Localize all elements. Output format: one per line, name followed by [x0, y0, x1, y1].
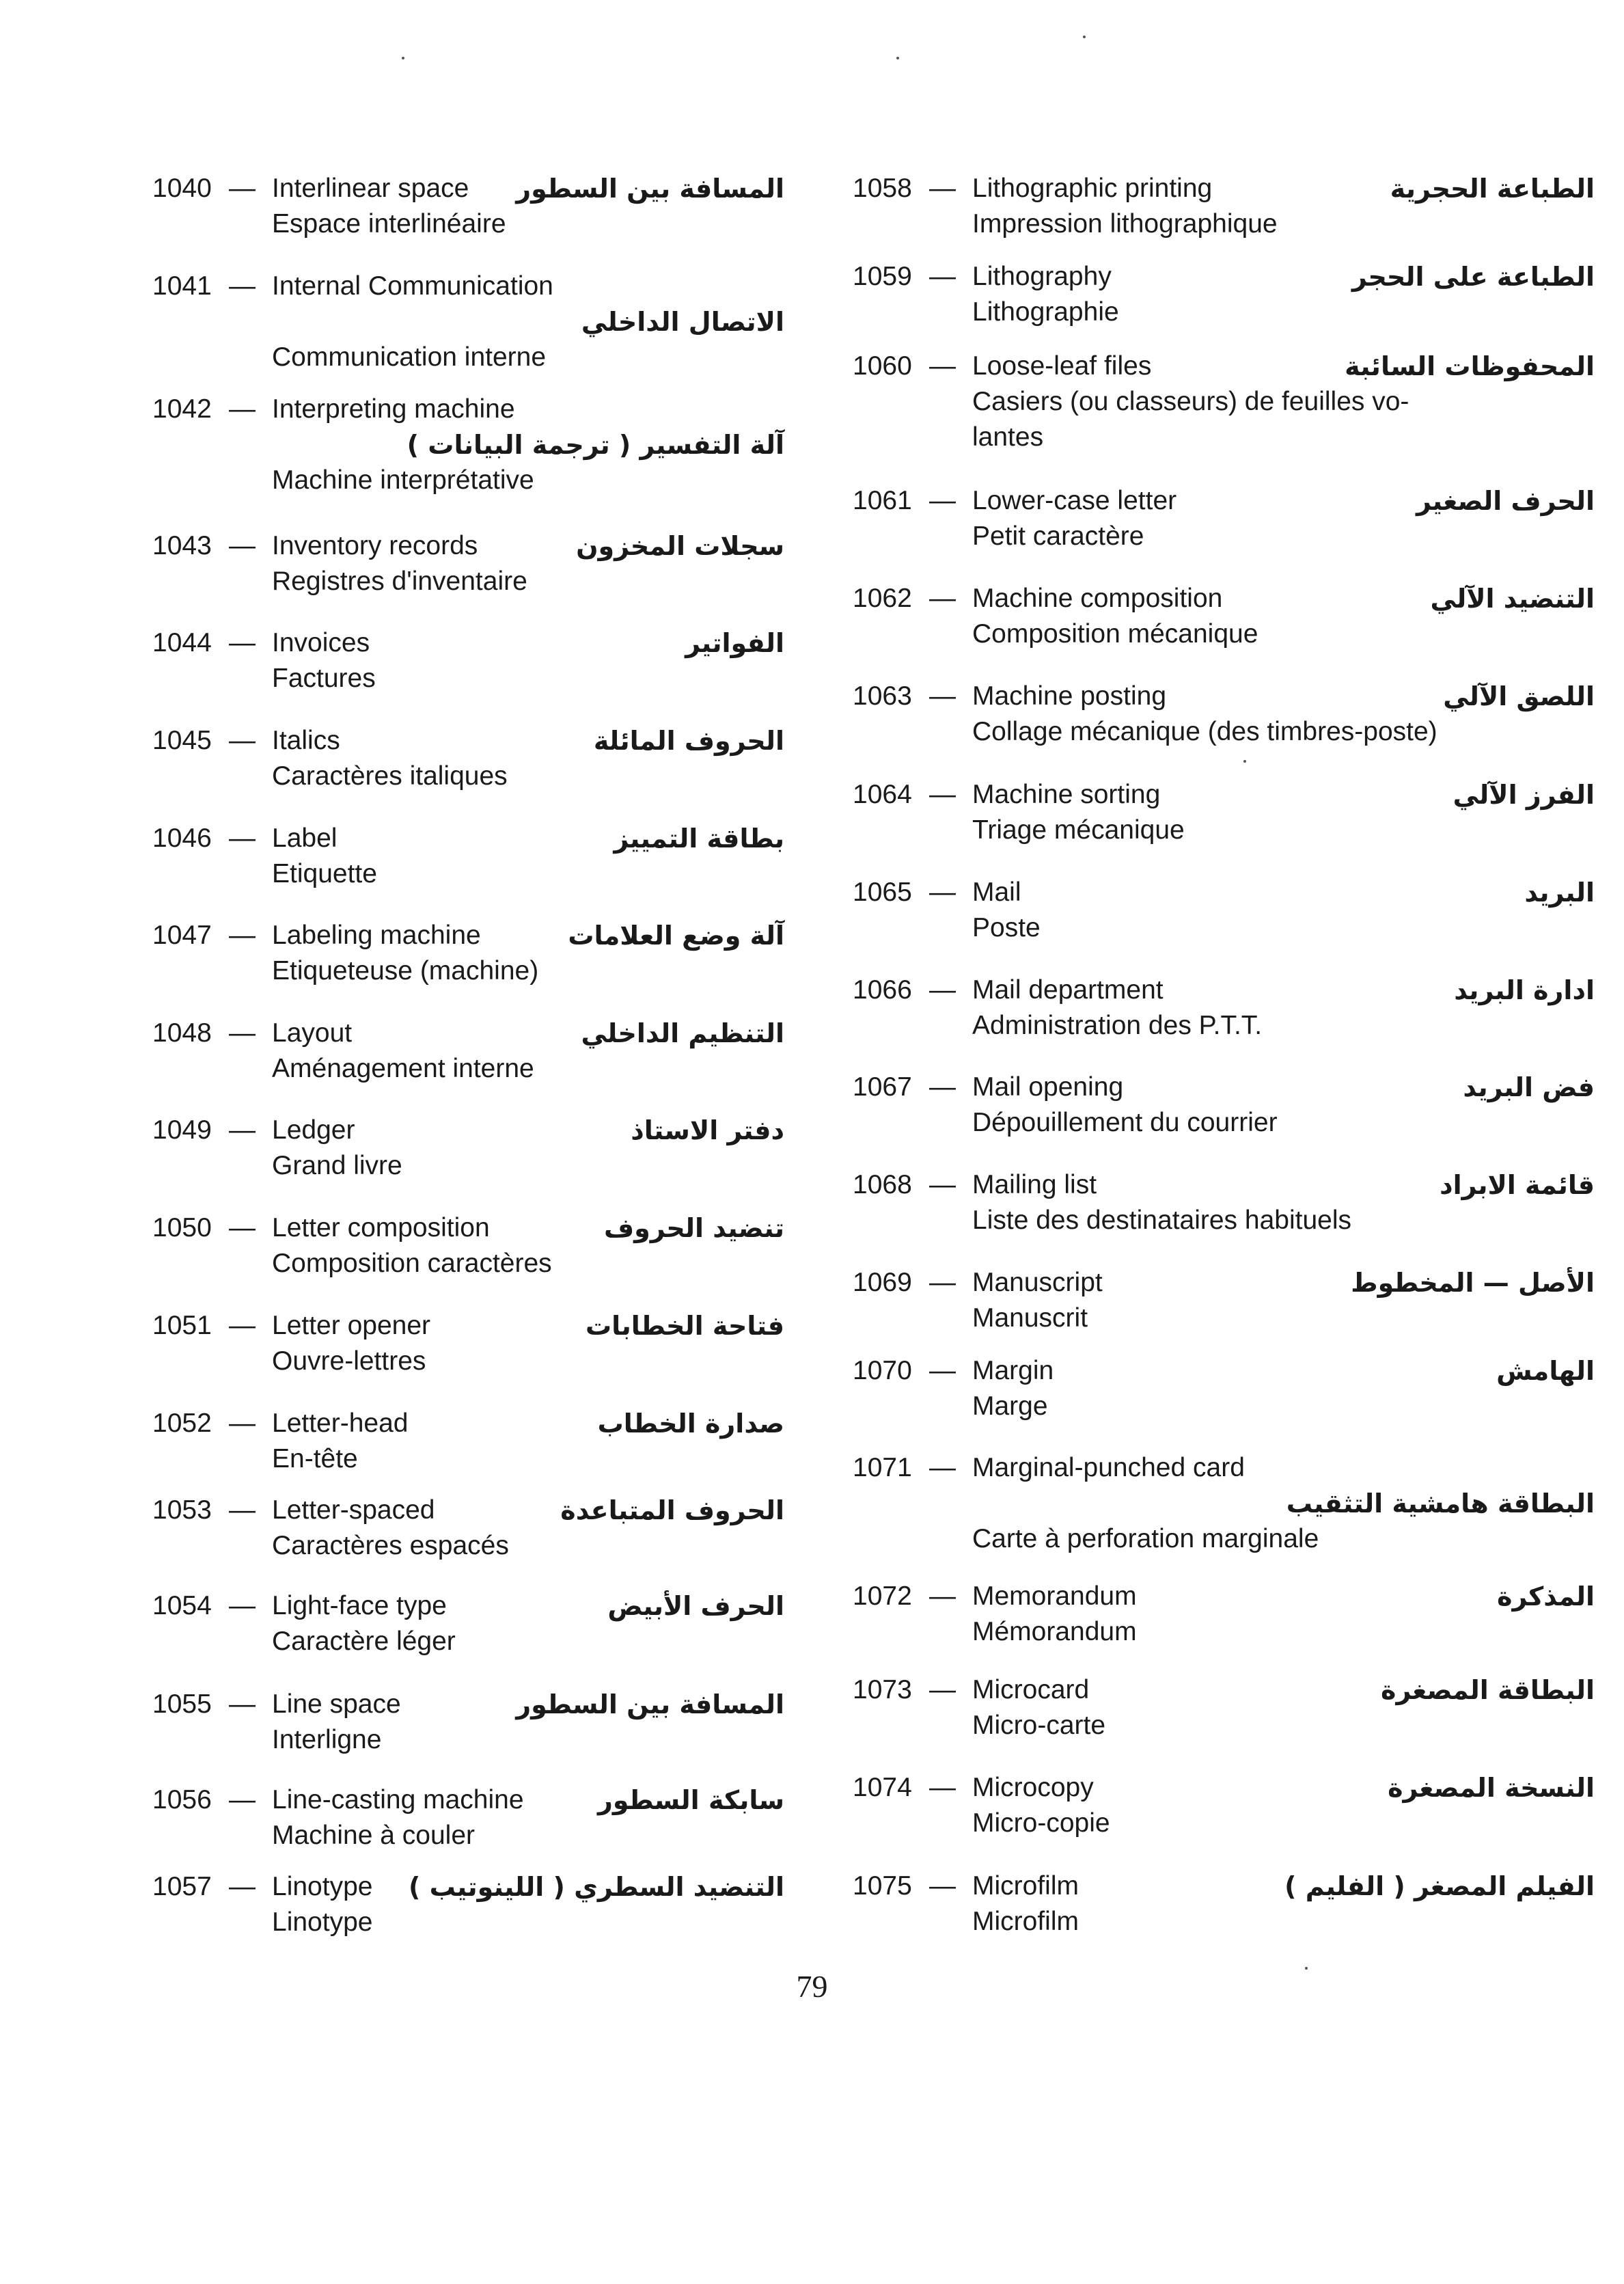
arabic-term: فتاحة الخطابات [585, 1311, 784, 1341]
arabic-term: الحرف الأبيض [607, 1591, 784, 1621]
english-term: Interpreting machine [272, 394, 515, 424]
arabic-term: الفرز الآلي [1453, 780, 1595, 810]
arabic-term: فض البريد [1463, 1072, 1595, 1102]
entry-dash: — [229, 271, 256, 301]
english-term: Invoices [272, 628, 370, 657]
english-term: Label [272, 824, 338, 853]
english-term: Manuscript [972, 1268, 1103, 1297]
entry-dash: — [229, 1311, 256, 1340]
arabic-term: المحفوظات السائبة [1345, 351, 1595, 381]
arabic-term: الأصل — المخطوط [1351, 1268, 1595, 1298]
english-term: Italics [272, 726, 340, 755]
english-term: Mail opening [972, 1072, 1124, 1102]
arabic-term: المذكرة [1497, 1581, 1595, 1612]
french-term: Registres d'inventaire [272, 567, 527, 596]
entry-dash: — [929, 878, 956, 907]
english-term: Letter opener [272, 1311, 431, 1340]
entry-number: 1048 [152, 1018, 212, 1048]
entry-dash: — [929, 1268, 956, 1297]
english-term: Loose-leaf files [972, 351, 1152, 381]
english-term: Internal Communication [272, 271, 553, 301]
english-term: Line-casting machine [272, 1785, 524, 1814]
entry-number: 1070 [853, 1356, 912, 1385]
entry-number: 1052 [152, 1409, 212, 1438]
french-term: Caractères italiques [272, 761, 508, 791]
english-term: Machine sorting [972, 780, 1161, 809]
arabic-term: الطباعة على الحجر [1351, 262, 1595, 292]
arabic-term: اللصق الآلي [1443, 681, 1595, 711]
entry-number: 1041 [152, 271, 212, 301]
french-term: En-tête [272, 1444, 358, 1473]
english-term: Microfilm [972, 1871, 1079, 1901]
entry-number: 1067 [853, 1072, 912, 1102]
english-term: Letter-head [272, 1409, 409, 1438]
entry-number: 1062 [853, 584, 912, 613]
entry-dash: — [229, 1689, 256, 1719]
arabic-term: بطاقة التمييز [614, 824, 784, 854]
entry-dash: — [229, 174, 256, 203]
entry-dash: — [929, 1581, 956, 1611]
entry-number: 1049 [152, 1115, 212, 1145]
french-term: Composition caractères [272, 1249, 552, 1278]
french-term: Composition mécanique [972, 619, 1258, 649]
entry-dash: — [929, 1356, 956, 1385]
arabic-term: الفواتير [685, 628, 784, 658]
french-term: Manuscrit [972, 1303, 1088, 1333]
entry-dash: — [229, 1409, 256, 1438]
english-term: Interlinear space [272, 174, 469, 203]
french-term: Etiquette [272, 859, 377, 888]
entry-number: 1073 [853, 1675, 912, 1704]
arabic-term: التنضيد الآلي [1430, 584, 1595, 614]
entry-number: 1061 [853, 486, 912, 515]
english-term: Margin [972, 1356, 1054, 1385]
entry-dash: — [929, 1072, 956, 1102]
entry-dash: — [229, 531, 256, 560]
french-term: Mémorandum [972, 1617, 1137, 1646]
english-term: Microcopy [972, 1773, 1094, 1802]
entry-dash: — [929, 780, 956, 809]
arabic-term: ادارة البريد [1454, 975, 1595, 1005]
french-term: Aménagement interne [272, 1054, 534, 1083]
entry-number: 1050 [152, 1213, 212, 1242]
french-term: Liste des destinataires habituels [972, 1206, 1352, 1235]
entry-number: 1056 [152, 1785, 212, 1814]
arabic-term: تنضيد الحروف [604, 1213, 784, 1243]
entry-number: 1058 [853, 174, 912, 203]
english-term: Lower-case letter [972, 486, 1177, 515]
english-term: Mailing list [972, 1170, 1097, 1199]
english-term: Marginal-punched card [972, 1453, 1245, 1482]
english-term: Lithographic printing [972, 174, 1213, 203]
entry-number: 1040 [152, 174, 212, 203]
french-term: Lithographie [972, 297, 1119, 327]
entry-number: 1044 [152, 628, 212, 657]
entry-dash: — [229, 824, 256, 853]
english-term: Light-face type [272, 1591, 447, 1620]
french-term: Etiqueteuse (machine) [272, 956, 539, 985]
french-term: Factures [272, 664, 376, 693]
entry-number: 1055 [152, 1689, 212, 1719]
arabic-term: البريد [1524, 878, 1595, 908]
arabic-term: قائمة الابراد [1440, 1170, 1595, 1200]
entry-number: 1066 [853, 975, 912, 1005]
entry-dash: — [929, 1871, 956, 1901]
arabic-term: الحرف الصغير [1416, 486, 1595, 516]
french-term: Dépouillement du courrier [972, 1108, 1278, 1137]
entry-dash: — [929, 174, 956, 203]
entry-number: 1054 [152, 1591, 212, 1620]
french-term: Carte à perforation marginale [972, 1524, 1319, 1553]
entry-dash: — [229, 1591, 256, 1620]
french-term: Micro-copie [972, 1808, 1110, 1838]
french-term: Marge [972, 1391, 1048, 1421]
arabic-term: النسخة المصغرة [1388, 1773, 1595, 1803]
french-term: Caractère léger [272, 1627, 456, 1656]
entry-number: 1068 [853, 1170, 912, 1199]
french-term: Poste [972, 913, 1041, 942]
entry-dash: — [229, 921, 256, 950]
entry-number: 1074 [853, 1773, 912, 1802]
arabic-term: دفتر الاستاذ [631, 1115, 784, 1145]
arabic-term: الاتصال الداخلي [581, 307, 784, 337]
french-term: Espace interlinéaire [272, 209, 506, 239]
entry-dash: — [229, 1872, 256, 1901]
english-term: Ledger [272, 1115, 355, 1145]
entry-dash: — [229, 1115, 256, 1145]
arabic-term: المسافة بين السطور [516, 174, 784, 204]
english-term: Microcard [972, 1675, 1090, 1704]
entry-number: 1045 [152, 726, 212, 755]
english-term: Mail department [972, 975, 1164, 1005]
english-term: Letter composition [272, 1213, 490, 1242]
french-term: Petit caractère [972, 521, 1144, 551]
arabic-term: المسافة بين السطور [516, 1689, 784, 1719]
french-term: Caractères espacés [272, 1531, 509, 1560]
entry-number: 1071 [853, 1453, 912, 1482]
french-term: Ouvre-lettres [272, 1346, 426, 1376]
english-term: Labeling machine [272, 921, 481, 950]
arabic-term: الحروف المتباعدة [560, 1495, 784, 1525]
french-term: Collage mécanique (des timbres-poste) [972, 717, 1437, 746]
english-term: Machine composition [972, 584, 1223, 613]
entry-dash: — [229, 1495, 256, 1525]
entry-dash: — [229, 726, 256, 755]
entry-dash: — [229, 628, 256, 657]
arabic-term: آلة التفسير ( ترجمة البيانات ) [407, 430, 784, 460]
entry-number: 1042 [152, 394, 212, 424]
english-term: Line space [272, 1689, 401, 1719]
entry-number: 1072 [853, 1581, 912, 1611]
entry-number: 1043 [152, 531, 212, 560]
entry-dash: — [929, 1773, 956, 1802]
entry-number: 1047 [152, 921, 212, 950]
arabic-term: البطاقة هامشية التثقيب [1286, 1488, 1595, 1519]
french-term: Micro-carte [972, 1711, 1106, 1740]
french-term: Impression lithographique [972, 209, 1278, 239]
scan-speck [1083, 36, 1086, 38]
entry-number: 1059 [853, 262, 912, 291]
french-term: Communication interne [272, 342, 547, 372]
arabic-term: صدارة الخطاب [597, 1409, 784, 1439]
arabic-term: الهامش [1496, 1356, 1595, 1386]
entry-number: 1063 [853, 681, 912, 711]
french-term: Machine à couler [272, 1821, 475, 1850]
french-term: Triage mécanique [972, 815, 1185, 845]
french-term: Interligne [272, 1725, 382, 1754]
scan-speck [402, 57, 404, 59]
entry-dash: — [929, 262, 956, 291]
arabic-term: الطباعة الحجرية [1390, 174, 1595, 204]
scan-speck [1243, 760, 1246, 763]
scan-speck [1305, 1967, 1308, 1970]
entry-dash: — [229, 1018, 256, 1048]
scan-speck [896, 57, 899, 59]
english-term: Machine posting [972, 681, 1167, 711]
english-term: Mail [972, 878, 1021, 907]
french-term: Microfilm [972, 1907, 1079, 1936]
entry-number: 1075 [853, 1871, 912, 1901]
entry-dash: — [929, 351, 956, 381]
french-term: Casiers (ou classeurs) de feuilles vo- [972, 387, 1409, 416]
french-term: Machine interprétative [272, 465, 534, 495]
entry-number: 1057 [152, 1872, 212, 1901]
french-term: Administration des P.T.T. [972, 1011, 1263, 1040]
entry-dash: — [929, 975, 956, 1005]
french-term: Linotype [272, 1907, 373, 1937]
arabic-term: الفيلم المصغر ( الفليم ) [1284, 1871, 1595, 1901]
french-term-continued: lantes [972, 422, 1044, 452]
entry-number: 1064 [853, 780, 912, 809]
english-term: Memorandum [972, 1581, 1137, 1611]
english-term: Lithography [972, 262, 1112, 291]
entry-dash: — [929, 584, 956, 613]
english-term: Layout [272, 1018, 353, 1048]
entry-number: 1060 [853, 351, 912, 381]
english-term: Inventory records [272, 531, 478, 560]
arabic-term: سجلات المخزون [576, 531, 784, 561]
entry-dash: — [929, 681, 956, 711]
arabic-term: الحروف المائلة [593, 726, 784, 756]
entry-dash: — [229, 1213, 256, 1242]
english-term: Linotype [272, 1872, 373, 1901]
entry-dash: — [929, 1453, 956, 1482]
entry-dash: — [929, 1675, 956, 1704]
entry-number: 1053 [152, 1495, 212, 1525]
arabic-term: التنضيد السطري ( اللينوتيب ) [409, 1872, 784, 1902]
english-term: Letter-spaced [272, 1495, 435, 1525]
entry-number: 1069 [853, 1268, 912, 1297]
entry-number: 1051 [152, 1311, 212, 1340]
entry-dash: — [929, 486, 956, 515]
entry-number: 1046 [152, 824, 212, 853]
arabic-term: البطاقة المصغرة [1381, 1675, 1595, 1705]
french-term: Grand livre [272, 1151, 402, 1180]
entry-dash: — [229, 394, 256, 424]
page-number: 79 [796, 1969, 828, 2004]
entry-dash: — [229, 1785, 256, 1814]
arabic-term: سابكة السطور [598, 1785, 784, 1815]
arabic-term: آلة وضع العلامات [568, 921, 784, 951]
entry-dash: — [929, 1170, 956, 1199]
entry-number: 1065 [853, 878, 912, 907]
arabic-term: التنظيم الداخلي [581, 1018, 784, 1048]
